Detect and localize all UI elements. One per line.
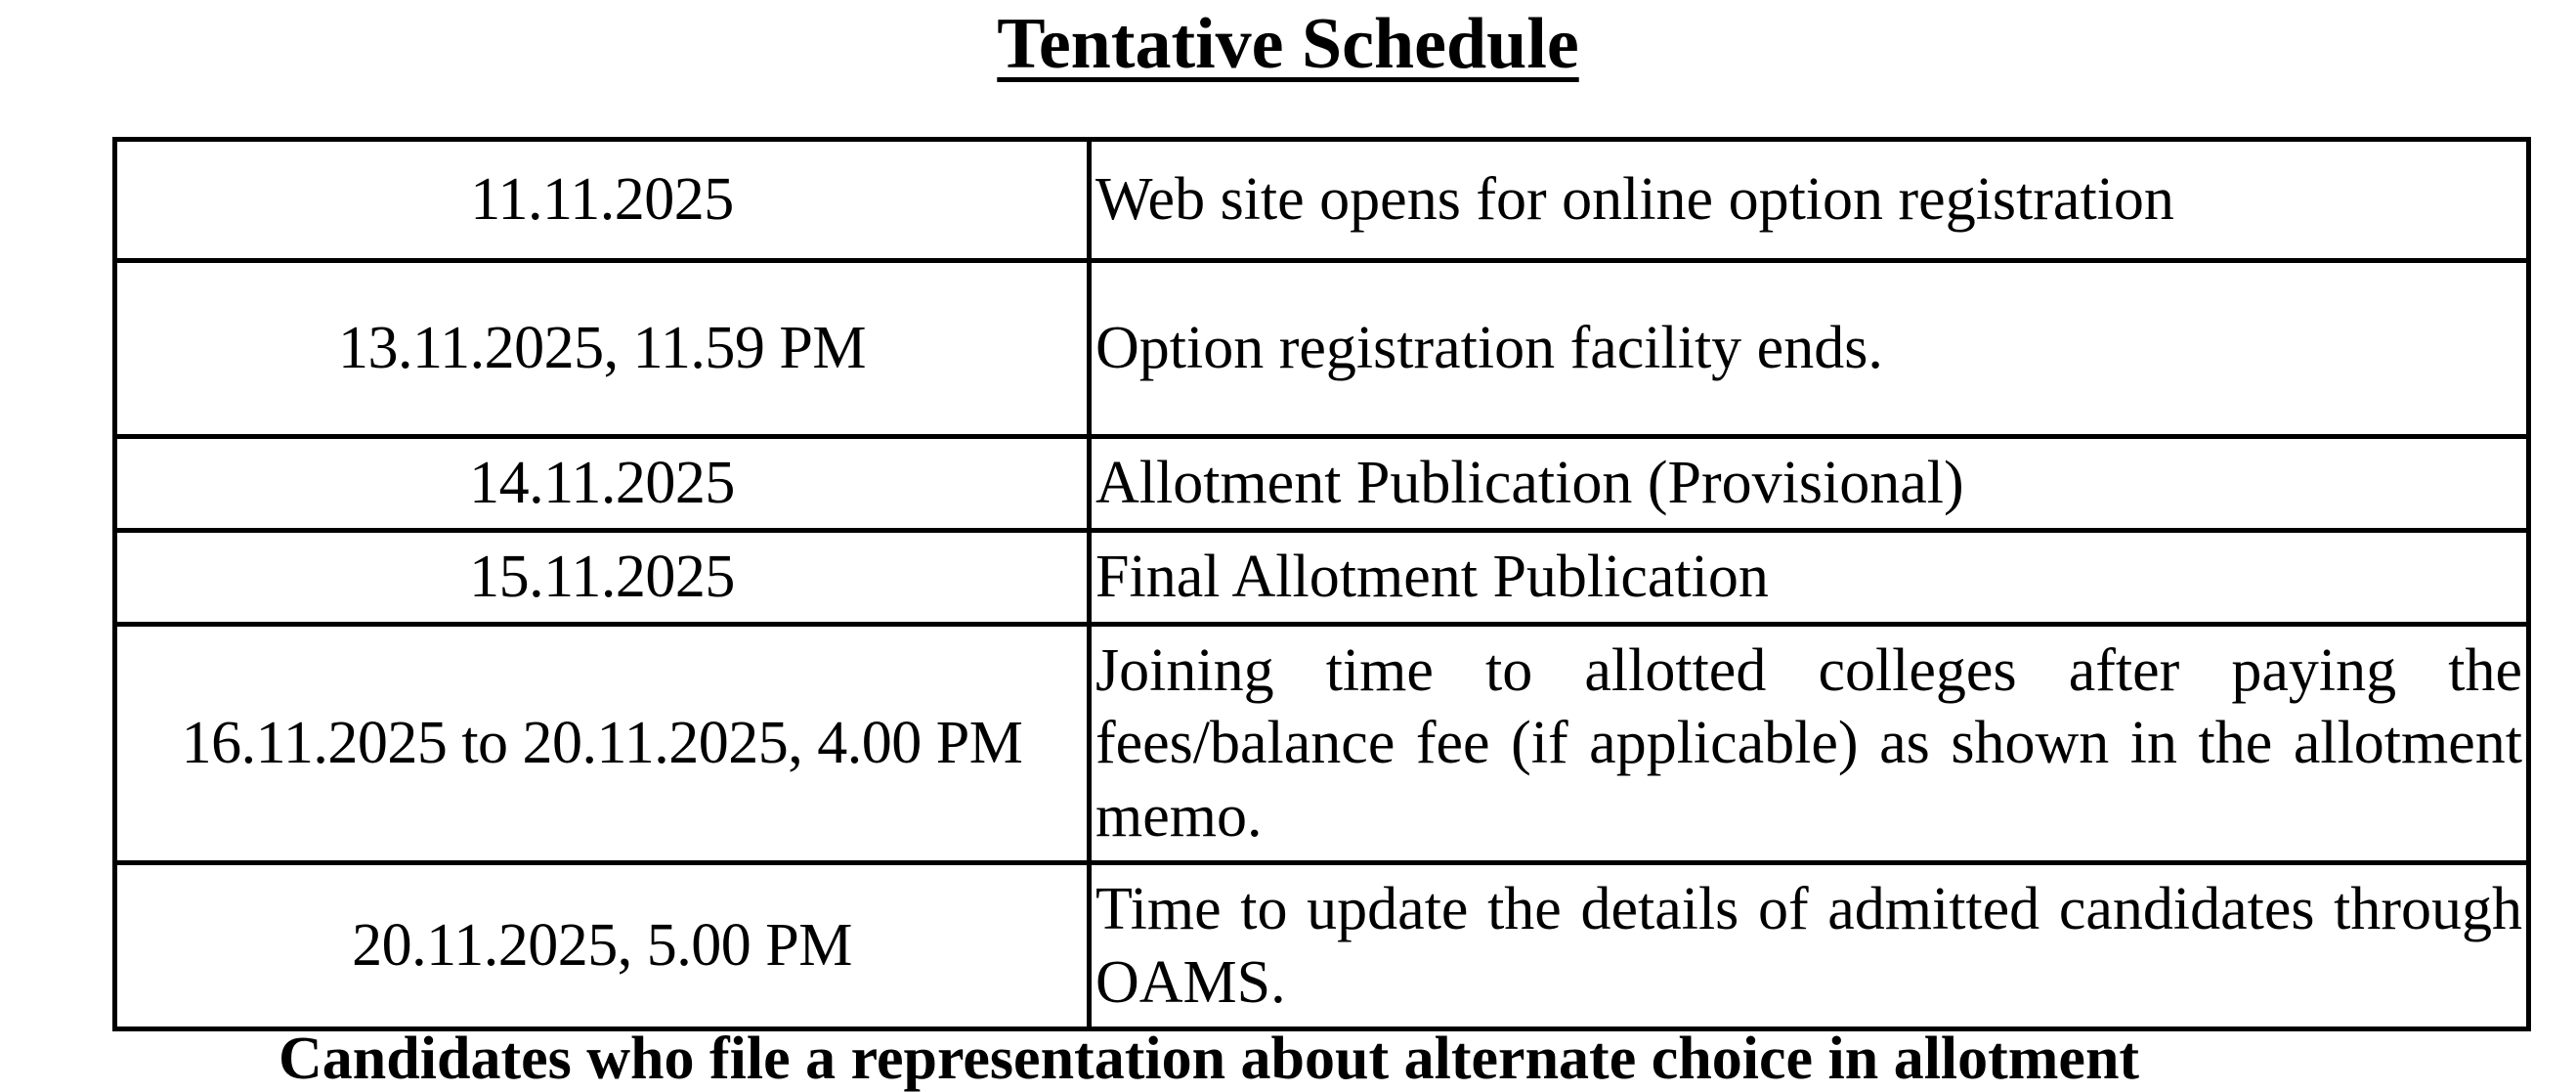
schedule-event: Time to update the details of admitted candidates through OAMS. (1090, 863, 2529, 1029)
schedule-date: 16.11.2025 to 20.11.2025, 4.00 PM (115, 625, 1090, 863)
schedule-date: 13.11.2025, 11.59 PM (115, 261, 1090, 437)
schedule-event: Allotment Publication (Provisional) (1090, 437, 2529, 531)
schedule-table (112, 137, 2531, 1031)
table-row (115, 437, 2529, 531)
page-title-text: Tentative Schedule (997, 4, 1579, 84)
table-row (115, 863, 2529, 1029)
table-row (115, 531, 2529, 625)
page-title (0, 4, 2576, 84)
schedule-date: 11.11.2025 (115, 140, 1090, 261)
table-row (115, 261, 2529, 437)
schedule-date: 15.11.2025 (115, 531, 1090, 625)
table-row (115, 140, 2529, 261)
schedule-date: 20.11.2025, 5.00 PM (115, 863, 1090, 1029)
schedule-event: Web site opens for online option registration (1090, 140, 2529, 261)
schedule-event: Option registration facility ends. (1090, 261, 2529, 437)
schedule-event: Joining time to allotted colleges after paying the fees/balance fee (if applicable) as shown in the allotment memo. (1090, 625, 2529, 863)
footer-text: Candidates who file a representation about alternate choice in allotment (279, 1026, 2140, 1092)
schedule-event: Final Allotment Publication (1090, 531, 2529, 625)
schedule-date: 14.11.2025 (115, 437, 1090, 531)
table-row (115, 625, 2529, 863)
